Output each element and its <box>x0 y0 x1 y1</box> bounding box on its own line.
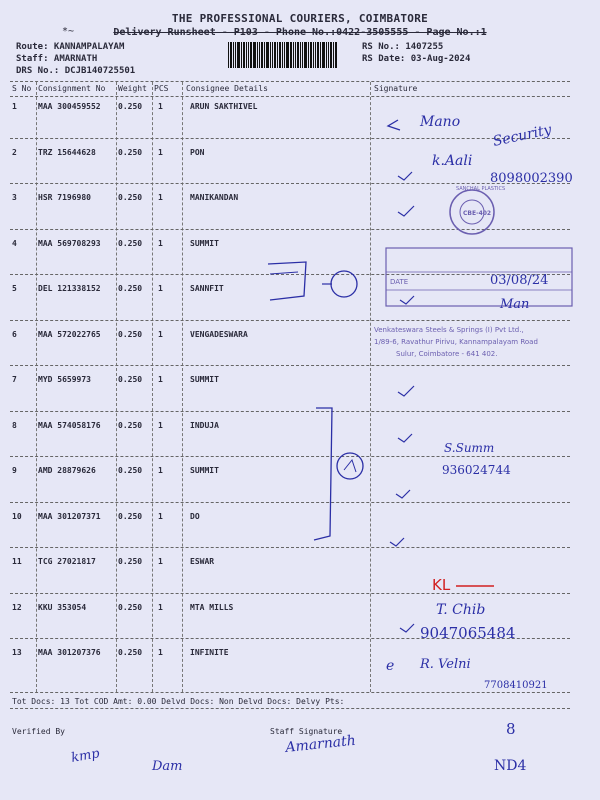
row-rule <box>10 138 570 139</box>
row-rule <box>10 411 570 412</box>
cell-pcs: 1 <box>158 329 163 339</box>
cell-pcs: 1 <box>158 466 163 475</box>
table-header <box>0 82 600 96</box>
cell-consignee: PON <box>190 147 205 157</box>
cell-pcs: 1 <box>158 238 163 248</box>
hw-row13-b: 7708410921 <box>484 680 548 691</box>
document-subtitle <box>0 27 600 38</box>
cell-consignee: ARUN SAKTHIVEL <box>190 102 258 111</box>
cell-weight: 0.250 <box>118 329 143 339</box>
staff-signature-label: Staff Signature <box>270 727 343 736</box>
row-rule <box>10 456 570 457</box>
cell-weight: 0.250 <box>118 284 143 293</box>
cell-sno: 8 <box>12 420 17 430</box>
rs-number: RS No.: 1407255 <box>362 42 444 52</box>
company-stamp-line2: 1/89-6, Ravathur Pirivu, Kannampalayam Road <box>374 338 538 346</box>
hw-row1-a: Mano <box>420 114 461 130</box>
col-sno: S No <box>12 84 32 93</box>
hw-row13-mark: e <box>386 658 395 674</box>
col-weight: Weight <box>118 84 147 93</box>
row-rule <box>10 502 570 503</box>
rs-date: RS Date: 03-Aug-2024 <box>362 54 471 64</box>
cell-pcs: 1 <box>158 375 163 384</box>
cell-consignment: HSR 7196980 <box>38 193 91 202</box>
row-rule <box>10 547 570 548</box>
cell-sno: 13 <box>12 648 22 657</box>
rect-stamp-date-label: DATE <box>390 278 409 286</box>
document-title: THE PROFESSIONAL COURIERS, COIMBATORE <box>171 12 429 25</box>
cell-sno: 4 <box>12 238 17 248</box>
cell-consignee: VENGADESWARA <box>190 329 248 339</box>
cell-weight: 0.250 <box>118 511 143 521</box>
col-separator <box>182 82 183 692</box>
cell-consignment: MAA 574058176 <box>38 420 101 430</box>
round-stamp <box>450 186 505 234</box>
cell-sno: 11 <box>12 557 22 566</box>
hw-row9-a: S.Summ <box>444 441 495 455</box>
cell-sno: 6 <box>12 329 17 339</box>
cell-sno: 9 <box>12 466 17 475</box>
cell-sno: 12 <box>12 602 22 612</box>
cell-weight: 0.250 <box>118 238 143 248</box>
cell-weight: 0.250 <box>118 648 143 657</box>
hw-row2-a: k.Aali <box>432 153 473 169</box>
company-stamp-line3: Sulur, Coimbatore - 641 402. <box>396 350 498 358</box>
cell-consignment: TCG 27021817 <box>38 557 96 566</box>
rect-stamp <box>386 248 572 306</box>
cell-consignee: DO <box>190 511 200 521</box>
row-rule <box>10 593 570 594</box>
hw-row1-b: Security <box>491 121 553 150</box>
cell-weight: 0.250 <box>118 466 143 475</box>
cell-pcs: 1 <box>158 193 163 202</box>
table-bottom-rule <box>10 692 570 693</box>
cell-sno: 3 <box>12 193 17 202</box>
cell-pcs: 1 <box>158 602 163 612</box>
cell-weight: 0.250 <box>118 193 143 202</box>
hw-count: 8 <box>506 720 516 738</box>
hw-row9-b: 936024744 <box>442 463 511 477</box>
col-signature: Signature <box>374 84 418 93</box>
cell-weight: 0.250 <box>118 147 143 157</box>
hw-verify-1: kmp <box>70 746 101 766</box>
row-rule <box>10 638 570 639</box>
barcode <box>228 42 354 68</box>
hw-verify-2: Dam <box>152 759 183 774</box>
hw-row11: KL <box>432 576 451 594</box>
cell-consignment: MAA 301207376 <box>38 648 101 657</box>
cell-sno: 10 <box>12 511 22 521</box>
cell-sno: 2 <box>12 147 17 157</box>
cell-pcs: 1 <box>158 557 163 566</box>
cell-consignment: DEL 121338152 <box>38 284 101 293</box>
cell-consignment: KKU 353054 <box>38 602 87 612</box>
cell-consignee: MANIKANDAN <box>190 193 239 202</box>
cell-weight: 0.250 <box>118 420 143 430</box>
cell-consignee: SANNFIT <box>190 284 224 293</box>
cell-consignment: MYD 5659973 <box>38 375 91 384</box>
cell-consignee: ESWAR <box>190 557 215 566</box>
subtitle-text: Delivery Runsheet - P103 - Phone No.:0422-3505555 - Page No.:1 <box>113 27 487 38</box>
footer-summary: Tot Docs: 13 Tot COD Amt: 0.00 Delvd Docs: Non Delvd Docs: Delvy Pts: <box>12 697 345 706</box>
hw-row12-a: T. Chib <box>436 602 486 618</box>
row-rule <box>10 183 570 184</box>
company-stamp <box>374 326 538 358</box>
cell-weight: 0.250 <box>118 557 143 566</box>
round-stamp-line2: CBE-402 <box>463 210 492 217</box>
hw-row2-b: 8098002390 <box>490 171 573 186</box>
footer-rule <box>10 708 570 709</box>
company-stamp-line1: Venkateswara Steels & Springs (I) Pvt Ltd., <box>374 326 524 334</box>
col-separator <box>152 82 153 692</box>
drs-number: DRS No.: DCJB140725501 <box>16 66 136 76</box>
cell-pcs: 1 <box>158 147 163 157</box>
col-consignment: Consignment No <box>38 84 106 93</box>
row-rule <box>10 365 570 366</box>
cell-pcs: 1 <box>158 511 163 521</box>
cell-sno: 5 <box>12 284 17 293</box>
cell-weight: 0.250 <box>118 375 143 384</box>
row-rule <box>10 274 570 275</box>
cell-consignee: INFINITE <box>190 648 229 657</box>
hw-row13-a: R. Velni <box>420 657 471 672</box>
header-mark: *~ <box>62 26 75 37</box>
cell-weight: 0.250 <box>118 602 143 612</box>
col-separator <box>370 82 371 692</box>
cell-consignment: AMD 28879626 <box>38 466 96 475</box>
cell-consignment: MAA 301207371 <box>38 511 101 521</box>
cell-consignment: MAA 300459552 <box>38 102 101 111</box>
cell-consignee: SUMMIT <box>190 375 219 384</box>
hw-row5-sign: Man <box>500 297 530 312</box>
cell-consignment: MAA 569708293 <box>38 238 101 248</box>
table-header-rule <box>10 96 570 97</box>
cell-pcs: 1 <box>158 420 163 430</box>
col-consignee: Consignee Details <box>186 84 268 93</box>
staff-label: Staff: AMARNATH <box>16 54 98 64</box>
col-pcs: PCS <box>154 84 169 93</box>
cell-pcs: 1 <box>158 648 163 657</box>
cell-weight: 0.250 <box>118 102 143 111</box>
row-rule <box>10 320 570 321</box>
hw-nd: ND4 <box>494 758 527 774</box>
row-rule <box>10 229 570 230</box>
cell-pcs: 1 <box>158 284 163 293</box>
cell-consignee: INDUJA <box>190 420 219 430</box>
hw-staff-signature: Amarnath <box>284 732 357 756</box>
cell-sno: 1 <box>12 102 17 111</box>
cell-pcs: 1 <box>158 102 163 111</box>
cell-consignee: SUMMIT <box>190 238 219 248</box>
col-separator <box>116 82 117 692</box>
cell-sno: 7 <box>12 375 17 384</box>
cell-consignee: MTA MILLS <box>190 602 234 612</box>
cell-consignee: SUMMIT <box>190 466 219 475</box>
round-stamp-line1: SANCHAL PLASTICS <box>456 186 506 192</box>
cell-consignment: TRZ 15644628 <box>38 147 96 157</box>
cell-consignment: MAA 572022765 <box>38 329 101 339</box>
route-label: Route: KANNAMPALAYAM <box>16 42 125 52</box>
col-separator <box>36 82 37 692</box>
verified-by-label: Verified By <box>12 727 65 736</box>
hw-row12-b: 9047065484 <box>420 624 516 642</box>
hw-row5-date: 03/08/24 <box>490 273 549 288</box>
